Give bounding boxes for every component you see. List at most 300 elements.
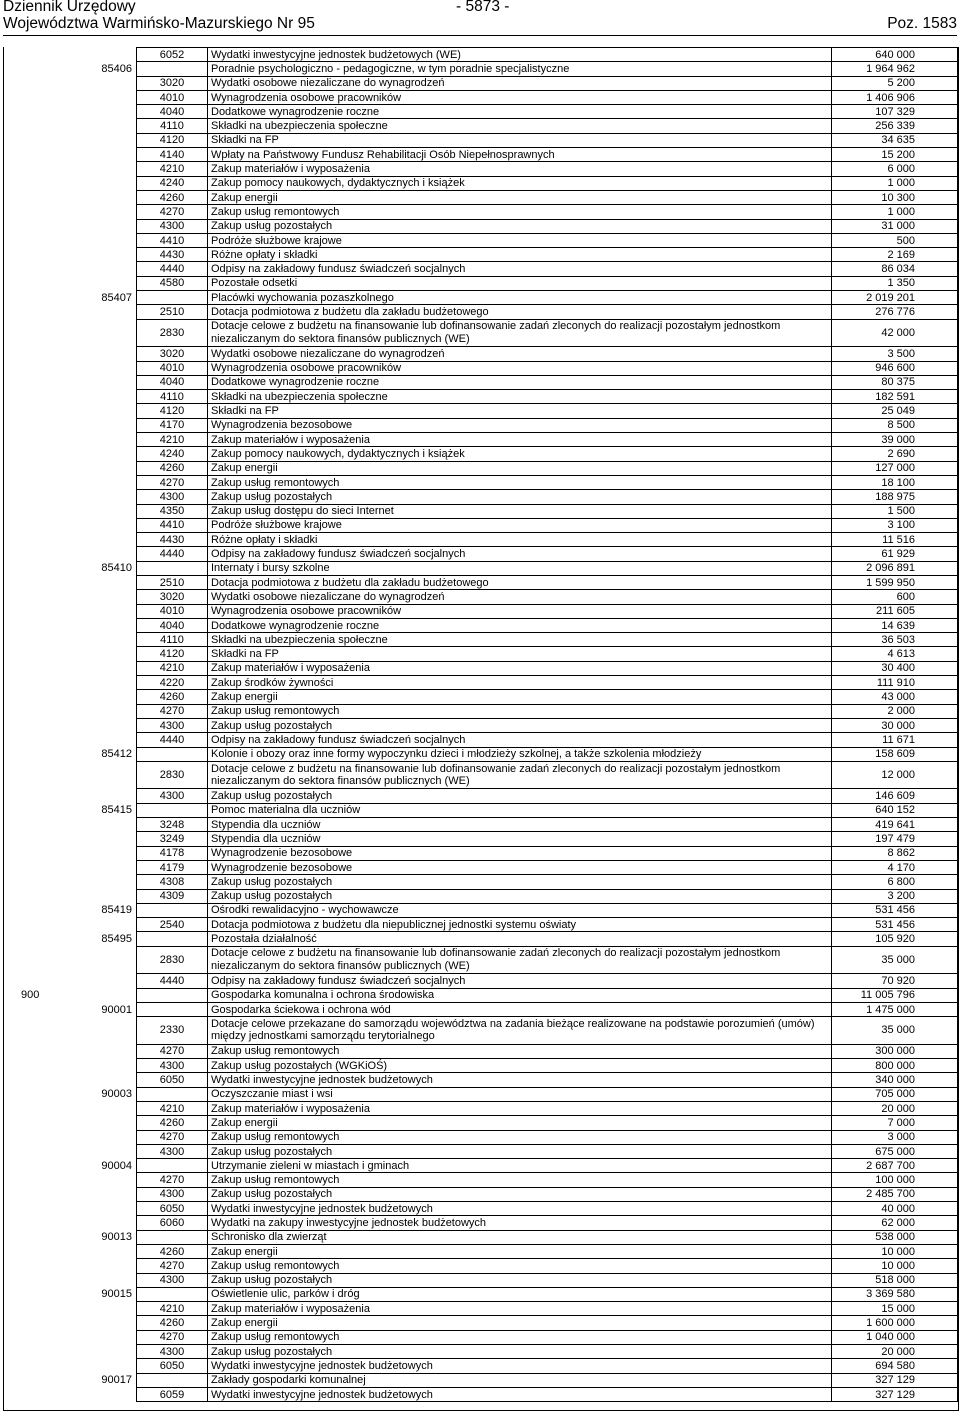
- tresc-cell: Podróże służbowe krajowe: [208, 233, 832, 247]
- table-row: [3, 461, 958, 475]
- tresc-cell: Zakłady gospodarki komunalnej: [208, 1373, 832, 1387]
- paragraf-cell: 4260: [137, 1116, 208, 1130]
- table-row: [3, 1202, 958, 1216]
- journal-title: Dziennik Urzędowy: [3, 0, 136, 15]
- tresc-cell: Gospodarka komunalna i ochrona środowiska: [208, 988, 832, 1002]
- table-row: [3, 119, 958, 133]
- table-row: [3, 575, 958, 589]
- rozdzial-cell: [59, 974, 137, 988]
- rozdzial-cell: [59, 148, 137, 162]
- dzial-cell: [3, 1202, 59, 1216]
- tresc-cell: Zakup usług remontowych: [208, 1259, 832, 1273]
- rozdzial-cell: [59, 946, 137, 974]
- dzial-cell: [3, 875, 59, 889]
- paragraf-cell: 4440: [137, 547, 208, 561]
- tresc-cell: Wydatki inwestycyjne jednostek budżetowych: [208, 1359, 832, 1373]
- paragraf-cell: [137, 988, 208, 1002]
- kwota-cell: 86 034: [832, 262, 958, 276]
- tresc-cell: Składki na FP: [208, 404, 832, 418]
- table-row: [3, 932, 958, 946]
- rozdzial-cell: [59, 647, 137, 661]
- paragraf-cell: 4440: [137, 733, 208, 747]
- kwota-cell: 211 605: [832, 604, 958, 618]
- paragraf-cell: 4270: [137, 704, 208, 718]
- rozdzial-cell: [59, 190, 137, 204]
- tresc-cell: Pozostałe odsetki: [208, 276, 832, 290]
- dzial-cell: [3, 219, 59, 233]
- paragraf-cell: 4440: [137, 262, 208, 276]
- kwota-cell: 531 456: [832, 918, 958, 932]
- table-row: [3, 1187, 958, 1201]
- table-row: [3, 832, 958, 846]
- tresc-cell: Odpisy na zakładowy fundusz świadczeń socjalnych: [208, 262, 832, 276]
- tresc-cell: Składki na FP: [208, 133, 832, 147]
- kwota-cell: 11 005 796: [832, 988, 958, 1002]
- tresc-cell: Zakup energii: [208, 1316, 832, 1330]
- tresc-cell: Kolonie i obozy oraz inne formy wypoczynku dzieci i młodzieży szkolnej, a także szkolenia młodzieży: [208, 747, 832, 761]
- dzial-cell: [3, 433, 59, 447]
- rozdzial-cell: [59, 205, 137, 219]
- table-row: [3, 1087, 958, 1101]
- rozdzial-cell: [59, 1302, 137, 1316]
- dzial-cell: [3, 1173, 59, 1187]
- rozdzial-cell: [59, 504, 137, 518]
- paragraf-cell: [137, 1287, 208, 1301]
- table-row: [3, 1116, 958, 1130]
- paragraf-cell: 4300: [137, 1187, 208, 1201]
- table-row: [3, 62, 958, 76]
- table-row: [3, 547, 958, 561]
- table-row: [3, 903, 958, 917]
- dzial-cell: [3, 647, 59, 661]
- dzial-cell: [3, 276, 59, 290]
- tresc-cell: Zakup usług remontowych: [208, 1330, 832, 1344]
- dzial-cell: [3, 76, 59, 90]
- kwota-cell: 300 000: [832, 1044, 958, 1058]
- kwota-cell: 10 000: [832, 1244, 958, 1258]
- rozdzial-cell: [59, 162, 137, 176]
- table-row: [3, 262, 958, 276]
- tresc-cell: Zakup usług pozostałych: [208, 490, 832, 504]
- rozdzial-cell: [59, 219, 137, 233]
- table-row: [3, 647, 958, 661]
- dzial-cell: [3, 533, 59, 547]
- paragraf-cell: 6050: [137, 1359, 208, 1373]
- kwota-cell: 3 369 580: [832, 1287, 958, 1301]
- paragraf-cell: 4240: [137, 447, 208, 461]
- table-row: [3, 1373, 958, 1387]
- rozdzial-cell: [59, 119, 137, 133]
- tresc-cell: Wydatki osobowe niezaliczane do wynagrodzeń: [208, 347, 832, 361]
- table-row: [3, 661, 958, 675]
- kwota-cell: 1 000: [832, 176, 958, 190]
- table-row: [3, 690, 958, 704]
- table-row: [3, 1173, 958, 1187]
- table-row: [3, 375, 958, 389]
- table-row: [3, 1387, 958, 1401]
- tresc-cell: Stypendia dla uczniów: [208, 832, 832, 846]
- rozdzial-cell: [59, 875, 137, 889]
- kwota-cell: 8 862: [832, 846, 958, 860]
- paragraf-cell: 4179: [137, 860, 208, 874]
- dzial-cell: [3, 676, 59, 690]
- table-row: [3, 1017, 958, 1045]
- paragraf-cell: 4040: [137, 375, 208, 389]
- dzial-cell: [3, 133, 59, 147]
- dzial-cell: [3, 1259, 59, 1273]
- tresc-cell: Wynagrodzenia bezosobowe: [208, 418, 832, 432]
- dzial-cell: [3, 248, 59, 262]
- paragraf-cell: 4309: [137, 889, 208, 903]
- paragraf-cell: 6050: [137, 1073, 208, 1087]
- rozdzial-cell: [59, 1359, 137, 1373]
- rozdzial-cell: [59, 676, 137, 690]
- kwota-cell: 107 329: [832, 105, 958, 119]
- kwota-cell: 15 200: [832, 148, 958, 162]
- table-row: [3, 1130, 958, 1144]
- rozdzial-cell: [59, 661, 137, 675]
- paragraf-cell: 4410: [137, 518, 208, 532]
- tresc-cell: Dotacje celowe z budżetu na finansowanie lub dofinansowanie zadań zleconych do realizacji pozostałym jednostkom niezaliczanym do sektora finansów publicznych (WE): [208, 946, 832, 974]
- table-row: [3, 347, 958, 361]
- page-header: [3, 0, 957, 37]
- paragraf-cell: 4300: [137, 490, 208, 504]
- rozdzial-cell: [59, 305, 137, 319]
- dzial-cell: [3, 604, 59, 618]
- rozdzial-cell: [59, 475, 137, 489]
- dzial-cell: [3, 1144, 59, 1158]
- kwota-cell: 518 000: [832, 1273, 958, 1287]
- kwota-cell: 538 000: [832, 1230, 958, 1244]
- kwota-cell: 1 964 962: [832, 62, 958, 76]
- table-row: [3, 846, 958, 860]
- paragraf-cell: 4260: [137, 1244, 208, 1258]
- table-row: [3, 148, 958, 162]
- table-row: [3, 718, 958, 732]
- tresc-cell: Zakup materiałów i wyposażenia: [208, 1302, 832, 1316]
- dzial-cell: [3, 418, 59, 432]
- dzial-cell: [3, 205, 59, 219]
- kwota-cell: 20 000: [832, 1345, 958, 1359]
- rozdzial-cell: [59, 347, 137, 361]
- kwota-cell: 34 635: [832, 133, 958, 147]
- rozdzial-cell: [59, 248, 137, 262]
- tresc-cell: Wydatki inwestycyjne jednostek budżetowych (WE): [208, 48, 832, 62]
- tresc-cell: Składki na FP: [208, 647, 832, 661]
- table-row: [3, 875, 958, 889]
- rozdzial-cell: [59, 1316, 137, 1330]
- table-row: [3, 974, 958, 988]
- kwota-cell: 256 339: [832, 119, 958, 133]
- rozdzial-cell: [59, 1101, 137, 1115]
- tresc-cell: Zakup usług pozostałych: [208, 1144, 832, 1158]
- dzial-cell: [3, 1373, 59, 1387]
- tresc-cell: Dotacje celowe z budżetu na finansowanie lub dofinansowanie zadań zleconych do realizacji pozostałym jednostkom niezaliczanym do sektora finansów publicznych (WE): [208, 319, 832, 347]
- kwota-cell: 11 516: [832, 533, 958, 547]
- paragraf-cell: 4010: [137, 90, 208, 104]
- kwota-cell: 276 776: [832, 305, 958, 319]
- table-row: [3, 561, 958, 575]
- tresc-cell: Zakup usług pozostałych (WGKiOŚ): [208, 1059, 832, 1073]
- kwota-cell: 694 580: [832, 1359, 958, 1373]
- tresc-cell: Wynagrodzenia osobowe pracowników: [208, 604, 832, 618]
- rozdzial-cell: [59, 375, 137, 389]
- dzial-cell: [3, 1130, 59, 1144]
- dzial-cell: [3, 846, 59, 860]
- tresc-cell: Zakup materiałów i wyposażenia: [208, 1101, 832, 1115]
- rozdzial-cell: [59, 789, 137, 803]
- paragraf-cell: 4580: [137, 276, 208, 290]
- kwota-cell: 327 129: [832, 1373, 958, 1387]
- paragraf-cell: 4300: [137, 789, 208, 803]
- table-row: [3, 361, 958, 375]
- kwota-cell: 3 100: [832, 518, 958, 532]
- paragraf-cell: 4300: [137, 718, 208, 732]
- tresc-cell: Utrzymanie zieleni w miastach i gminach: [208, 1159, 832, 1173]
- tresc-cell: Dotacja podmiotowa z budżetu dla niepublicznej jednostki systemu oświaty: [208, 918, 832, 932]
- kwota-cell: 640 000: [832, 48, 958, 62]
- kwota-cell: 35 000: [832, 946, 958, 974]
- kwota-cell: 62 000: [832, 1216, 958, 1230]
- rozdzial-cell: [59, 276, 137, 290]
- dzial-cell: [3, 1044, 59, 1058]
- table-row: [3, 447, 958, 461]
- rozdzial-cell: [59, 390, 137, 404]
- table-row: [3, 105, 958, 119]
- table-row: [3, 1144, 958, 1158]
- dzial-cell: [3, 561, 59, 575]
- kwota-cell: 2 690: [832, 447, 958, 461]
- rozdzial-cell: 85406: [101, 62, 132, 75]
- kwota-cell: 127 000: [832, 461, 958, 475]
- tresc-cell: Dotacja podmiotowa z budżetu dla zakładu budżetowego: [208, 305, 832, 319]
- paragraf-cell: 4270: [137, 1259, 208, 1273]
- dzial-cell: [3, 690, 59, 704]
- paragraf-cell: [137, 1159, 208, 1173]
- tresc-cell: Składki na ubezpieczenia społeczne: [208, 633, 832, 647]
- tresc-cell: Odpisy na zakładowy fundusz świadczeń socjalnych: [208, 974, 832, 988]
- paragraf-cell: 4440: [137, 974, 208, 988]
- rozdzial-cell: 85407: [101, 291, 132, 304]
- dzial-cell: [3, 889, 59, 903]
- budget-table-body: [3, 48, 958, 1402]
- tresc-cell: Dotacje celowe z budżetu na finansowanie lub dofinansowanie zadań zleconych do realizacji pozostałym jednostkom niezaliczanym do sektora finansów publicznych (WE): [208, 761, 832, 789]
- rozdzial-cell: 90001: [101, 1003, 132, 1016]
- tresc-cell: Wynagrodzenia osobowe pracowników: [208, 90, 832, 104]
- table-row: [3, 504, 958, 518]
- kwota-cell: 15 000: [832, 1302, 958, 1316]
- dzial-cell: [3, 661, 59, 675]
- tresc-cell: Stypendia dla uczniów: [208, 818, 832, 832]
- table-row: [3, 233, 958, 247]
- dzial-cell: [3, 946, 59, 974]
- paragraf-cell: 4178: [137, 846, 208, 860]
- kwota-cell: 43 000: [832, 690, 958, 704]
- kwota-cell: 2 019 201: [832, 291, 958, 305]
- kwota-cell: 531 456: [832, 903, 958, 917]
- table-row: [3, 604, 958, 618]
- paragraf-cell: 4260: [137, 1316, 208, 1330]
- paragraf-cell: 4300: [137, 1273, 208, 1287]
- table-row: [3, 1073, 958, 1087]
- kwota-cell: 30 400: [832, 661, 958, 675]
- dzial-cell: [3, 789, 59, 803]
- paragraf-cell: 4270: [137, 1173, 208, 1187]
- paragraf-cell: 2510: [137, 305, 208, 319]
- dzial-cell: [3, 1101, 59, 1115]
- kwota-cell: 40 000: [832, 1202, 958, 1216]
- dzial-cell: [3, 1059, 59, 1073]
- dzial-cell: [3, 903, 59, 917]
- table-row: [3, 988, 958, 1002]
- rozdzial-cell: [59, 48, 137, 62]
- table-row: [3, 190, 958, 204]
- kwota-cell: 327 129: [832, 1387, 958, 1401]
- paragraf-cell: 4210: [137, 1302, 208, 1316]
- table-row: [3, 319, 958, 347]
- table-row: [3, 404, 958, 418]
- table-row: [3, 48, 958, 62]
- kwota-cell: 1 475 000: [832, 1002, 958, 1016]
- tresc-cell: Składki na ubezpieczenia społeczne: [208, 390, 832, 404]
- rozdzial-cell: [59, 90, 137, 104]
- tresc-cell: Dotacja podmiotowa z budżetu dla zakładu budżetowego: [208, 575, 832, 589]
- dzial-cell: [3, 1302, 59, 1316]
- dzial-cell: [3, 1287, 59, 1301]
- dzial-cell: [3, 803, 59, 817]
- kwota-cell: 1 406 906: [832, 90, 958, 104]
- paragraf-cell: [137, 1002, 208, 1016]
- tresc-cell: Wydatki inwestycyjne jednostek budżetowych: [208, 1073, 832, 1087]
- rozdzial-cell: [59, 761, 137, 789]
- tresc-cell: Zakup energii: [208, 1116, 832, 1130]
- kwota-cell: 14 639: [832, 618, 958, 632]
- kwota-cell: 1 350: [832, 276, 958, 290]
- table-row: [3, 475, 958, 489]
- kwota-cell: 2 169: [832, 248, 958, 262]
- rozdzial-cell: 90017: [101, 1374, 132, 1387]
- kwota-cell: 675 000: [832, 1144, 958, 1158]
- tresc-cell: Wydatki osobowe niezaliczane do wynagrodzeń: [208, 590, 832, 604]
- kwota-cell: 80 375: [832, 375, 958, 389]
- rozdzial-cell: [59, 461, 137, 475]
- table-row: [3, 518, 958, 532]
- paragraf-cell: 6052: [137, 48, 208, 62]
- dzial-cell: [3, 1216, 59, 1230]
- rozdzial-cell: [59, 575, 137, 589]
- paragraf-cell: 4300: [137, 1144, 208, 1158]
- table-row: [3, 918, 958, 932]
- kwota-cell: 10 000: [832, 1259, 958, 1273]
- kwota-cell: 30 000: [832, 718, 958, 732]
- kwota-cell: 35 000: [832, 1017, 958, 1045]
- tresc-cell: Pomoc materialna dla uczniów: [208, 803, 832, 817]
- tresc-cell: Zakup energii: [208, 1244, 832, 1258]
- rozdzial-cell: [59, 1187, 137, 1201]
- rozdzial-cell: [59, 76, 137, 90]
- dzial-cell: [3, 618, 59, 632]
- paragraf-cell: 3248: [137, 818, 208, 832]
- table-row: [3, 1002, 958, 1016]
- kwota-cell: 36 503: [832, 633, 958, 647]
- paragraf-cell: 4110: [137, 119, 208, 133]
- tresc-cell: Zakup środków żywności: [208, 676, 832, 690]
- paragraf-cell: 6059: [137, 1387, 208, 1401]
- tresc-cell: Zakup usług remontowych: [208, 704, 832, 718]
- kwota-cell: 61 929: [832, 547, 958, 561]
- dzial-cell: [3, 518, 59, 532]
- paragraf-cell: 4430: [137, 533, 208, 547]
- dzial-cell: [3, 1387, 59, 1401]
- paragraf-cell: 4300: [137, 1059, 208, 1073]
- dzial-cell: [3, 1316, 59, 1330]
- paragraf-cell: 4110: [137, 390, 208, 404]
- tresc-cell: Zakup pomocy naukowych, dydaktycznych i książek: [208, 447, 832, 461]
- rozdzial-cell: [59, 1130, 137, 1144]
- paragraf-cell: [137, 932, 208, 946]
- dzial-cell: [3, 262, 59, 276]
- tresc-cell: Zakup usług remontowych: [208, 1044, 832, 1058]
- tresc-cell: Wydatki inwestycyjne jednostek budżetowych: [208, 1387, 832, 1401]
- dzial-cell: [3, 1017, 59, 1045]
- dzial-cell: [3, 1359, 59, 1373]
- table-row: [3, 1159, 958, 1173]
- paragraf-cell: 4220: [137, 676, 208, 690]
- dzial-cell: [3, 1073, 59, 1087]
- rozdzial-cell: [59, 690, 137, 704]
- table-row: [3, 533, 958, 547]
- dzial-cell: [3, 704, 59, 718]
- rozdzial-cell: [59, 1330, 137, 1344]
- rozdzial-cell: [59, 1073, 137, 1087]
- dzial-cell: [3, 575, 59, 589]
- kwota-cell: 182 591: [832, 390, 958, 404]
- tresc-cell: Zakup energii: [208, 461, 832, 475]
- kwota-cell: 8 500: [832, 418, 958, 432]
- province-title: Województwa Warmińsko-Mazurskiego Nr 95: [3, 15, 315, 32]
- dzial-cell: [3, 105, 59, 119]
- kwota-cell: 6 800: [832, 875, 958, 889]
- paragraf-cell: 6050: [137, 1202, 208, 1216]
- rozdzial-cell: 85415: [101, 804, 132, 817]
- paragraf-cell: 3020: [137, 347, 208, 361]
- kwota-cell: 1 500: [832, 504, 958, 518]
- kwota-cell: 2 485 700: [832, 1187, 958, 1201]
- table-row: [3, 176, 958, 190]
- dzial-cell: [3, 347, 59, 361]
- tresc-cell: Zakup usług pozostałych: [208, 1273, 832, 1287]
- dzial-cell: [3, 733, 59, 747]
- rozdzial-cell: [59, 1387, 137, 1401]
- rozdzial-cell: [59, 418, 137, 432]
- kwota-cell: 100 000: [832, 1173, 958, 1187]
- table-row: [3, 1059, 958, 1073]
- tresc-cell: Wydatki na zakupy inwestycyjne jednostek budżetowych: [208, 1216, 832, 1230]
- rozdzial-cell: [59, 846, 137, 860]
- rozdzial-cell: [59, 176, 137, 190]
- rozdzial-cell: 85495: [101, 933, 132, 946]
- paragraf-cell: 2830: [137, 761, 208, 789]
- kwota-cell: 25 049: [832, 404, 958, 418]
- kwota-cell: 340 000: [832, 1073, 958, 1087]
- paragraf-cell: 2830: [137, 946, 208, 974]
- header-rule: [3, 35, 957, 36]
- dzial-cell: [3, 119, 59, 133]
- paragraf-cell: 2330: [137, 1017, 208, 1045]
- table-row: [3, 1273, 958, 1287]
- dzial-cell: [3, 62, 59, 76]
- kwota-cell: 158 609: [832, 747, 958, 761]
